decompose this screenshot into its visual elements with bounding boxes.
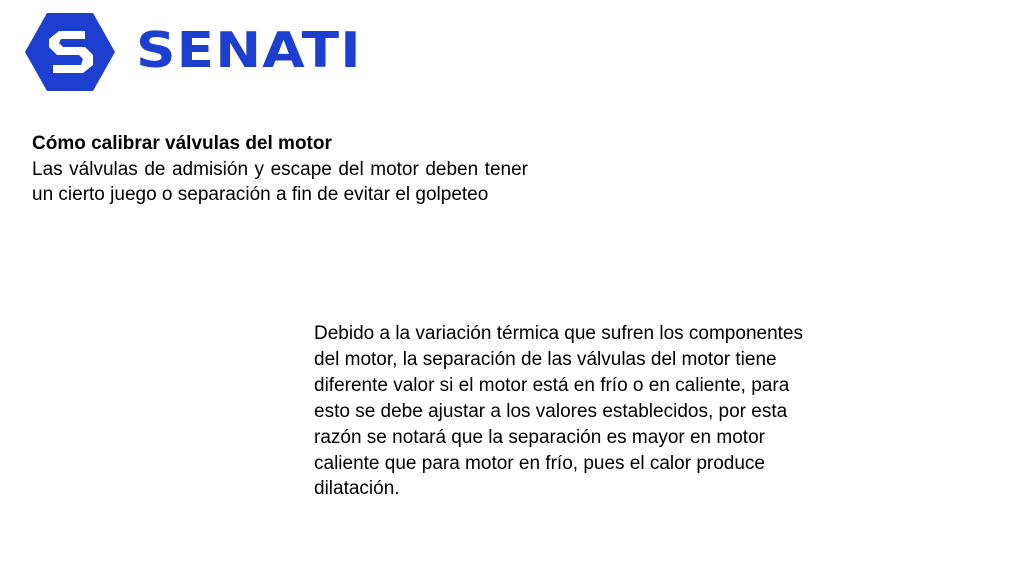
detail-paragraph: Debido a la variación térmica que sufren los componentes del motor, la separación de las válvulas del motor tiene diferente valor si el motor está en frío o en caliente, para esto se debe ajustar a los valores establecidos, por esta razón se notará que la separación es mayor en motor caliente que para motor en frío, pues el calor produce dilatación. <box>314 323 803 500</box>
intro-section <box>32 131 528 208</box>
senati-logo <box>25 13 362 91</box>
brand-name: SENATI <box>136 22 362 79</box>
slide-title: Cómo calibrar válvulas del motor <box>32 133 332 154</box>
senati-hexagon-s-icon <box>25 13 115 91</box>
intro-paragraph: Las válvulas de admisión y escape del motor deben tener un cierto juego o separación a fin de evitar el golpeteo <box>32 158 528 205</box>
